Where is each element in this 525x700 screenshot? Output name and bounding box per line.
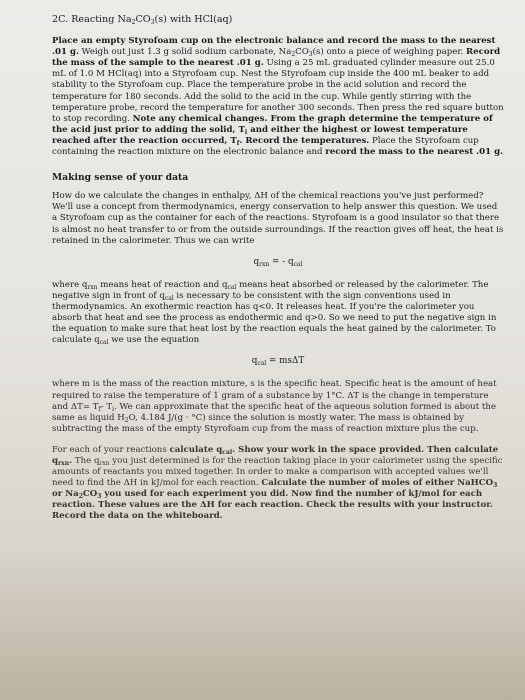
paragraph-text: . bbox=[69, 456, 73, 466]
paragraph-text: Calculate the number of moles of either NaHCO bbox=[261, 478, 494, 489]
equation-text: q bbox=[253, 256, 260, 267]
paragraph-text: means heat absorbed or released by the calorimeter. The negative sign in front of q bbox=[52, 279, 489, 301]
procedure-text: Place the Styrofoam cup containing the reaction mixture on the electronic balance and bbox=[52, 135, 479, 158]
procedure-subscript: f bbox=[236, 139, 240, 147]
procedure-text: (s) onto a piece of weighing paper. bbox=[312, 47, 467, 58]
paragraph-text: we use the equation bbox=[108, 335, 200, 346]
title-text: 2C. Reacting Na bbox=[52, 14, 132, 25]
procedure-text: CO bbox=[295, 47, 309, 58]
paragraph-text: means heat of reaction and q bbox=[97, 279, 228, 290]
paragraph-text: O, 4.184 J/(g · °C) since the solution is mostly water. The mass is obtained by subtracting the mass of the empty Styrofoam cup from the mass of reaction mixture plus the cup. bbox=[52, 412, 479, 434]
paragraph-text: is necessary to be consistent with the sign conventions used in thermodynamics. An exothermic reaction has q<0. It releases heat. If you're the calorimeter you absorb that heat and see the process as endothermic and q>0. So we need to put the negative sign in the equation to make sure that heat lost by the reaction equals the heat gained by the calorimeter. To calculate q bbox=[52, 290, 497, 346]
paragraph-text: - T bbox=[100, 401, 113, 412]
paragraph-subscript: f bbox=[98, 405, 101, 413]
title-subscript: 2 bbox=[131, 19, 136, 26]
procedure-text: record the mass to the nearest .01 g. bbox=[325, 147, 504, 158]
procedure-text: . Record the temperatures. bbox=[239, 135, 370, 146]
explanation-paragraph bbox=[52, 191, 504, 246]
photo-shadow bbox=[0, 550, 525, 700]
paragraph-subscript: 3 bbox=[493, 482, 498, 490]
paragraph-subscript: 3 bbox=[97, 493, 102, 501]
procedure-paragraph bbox=[52, 36, 504, 158]
paragraph-text: calculate q bbox=[169, 444, 223, 455]
paragraph-text: . We can approximate that the specific heat of the aqueous solution formed is about the same as liquid H bbox=[52, 401, 496, 423]
calorimeter-heat-equation bbox=[52, 356, 504, 367]
paragraph-text: or Na bbox=[52, 489, 79, 500]
equation-subscript: cal bbox=[257, 360, 267, 368]
procedure-subscript: 2 bbox=[291, 51, 296, 59]
paragraph-subscript: 2 bbox=[78, 493, 83, 501]
paragraph-text: The q bbox=[72, 456, 100, 466]
paragraph-text: you just determined is for the reaction taking place in your calorimeter using the specific amounts of reactants you mixed together. In order to make a comparison with accepted values we'll need to find the ΔH in kJ/mol for each reaction. bbox=[52, 456, 503, 489]
paragraph-subscript: rxn bbox=[99, 460, 110, 467]
procedure-text: Note any chemical changes. From the graph determine the temperature of the acid just prior to adding the solid, T bbox=[52, 113, 493, 135]
paragraph-text: where q bbox=[52, 279, 88, 290]
paragraph-subscript: cal bbox=[222, 448, 233, 456]
making-sense-heading: Making sense of your data bbox=[52, 172, 189, 184]
equation-text: q bbox=[251, 356, 258, 367]
paragraph-subscript: cal bbox=[164, 294, 174, 302]
title-text: (s) with HCl(aq) bbox=[154, 14, 233, 25]
procedure-text: Record the mass of the sample to the nearest .01 g. bbox=[52, 47, 501, 69]
paragraph-subscript: i bbox=[112, 405, 115, 413]
paragraph-text: For each of your reactions bbox=[52, 444, 170, 455]
paragraph-text: . Show your work in the space provided. Then calculate q bbox=[52, 444, 499, 466]
calculation-instructions-paragraph bbox=[52, 445, 504, 523]
paragraph-subscript: 2 bbox=[124, 416, 129, 424]
paragraph-subscript: rxn bbox=[87, 283, 98, 291]
explanation-text: How do we calculate the changes in enthalpy, ΔH of the chemical reactions you've just performed? We'll use a concept from thermodynamics, energy conservation to help answer this question. We used a Styrofoam cup as the container for each of the reactions. Styrofoam is a good insulator so that there is almost no heat transfer to or from the outside surroundings. If the reaction gives off heat, the heat is retained in the calorimeter. Thus we can write bbox=[52, 191, 504, 246]
equation-text: = msΔT bbox=[266, 356, 305, 367]
paragraph-text: CO bbox=[82, 489, 98, 500]
procedure-subscript: 3 bbox=[308, 51, 313, 59]
section-title bbox=[52, 14, 504, 25]
equation-subscript: rxn bbox=[259, 260, 270, 268]
heat-balance-equation bbox=[52, 257, 504, 268]
procedure-text: Place an empty Styrofoam cup on the electronic balance and record the mass to the nearest .01 g. bbox=[52, 36, 496, 58]
procedure-text: Weigh out just 1.3 g solid sodium carbonate, Na bbox=[78, 47, 292, 58]
paragraph-text: where m is the mass of the reaction mixture, s is the specific heat. Specific heat is the amount of heat required to raise the temperature of 1 gram of a substance by 1°C. ΔT is the change in temperature and ΔT= T bbox=[52, 379, 497, 412]
document-content bbox=[52, 12, 504, 533]
paragraph-text: you used for each experiment you did. Now find the number of kJ/mol for each reaction. These values are the ΔH for each reaction. Check the results with your instructor. Record the data on the whiteboard. bbox=[52, 489, 493, 522]
equation-text: = - q bbox=[269, 256, 294, 267]
specific-heat-paragraph bbox=[52, 379, 504, 434]
procedure-subscript: i bbox=[244, 128, 248, 136]
title-text: CO bbox=[135, 14, 151, 25]
sign-convention-paragraph bbox=[52, 280, 504, 347]
equation-subscript: cal bbox=[293, 260, 303, 268]
paragraph-subscript: cal bbox=[227, 283, 237, 291]
title-subscript: 3 bbox=[150, 19, 155, 26]
procedure-text: Using a 25 mL graduated cylinder measure out 25.0 mL of 1.0 M HCl(aq) into a Styrofoam cup. Nest the Styrofoam cup inside the 400 mL beaker to add stability to the Styrofoam cup. Place the temperature probe in the acid solution and record the temperature for 180 seconds. Add the solid to the acid in the cup. While gently stirring with the temperature probe, record the temperature for another 300 seconds. Then press the red square button to stop recording. bbox=[52, 58, 504, 124]
paragraph-subscript: cal bbox=[99, 339, 109, 347]
procedure-text: and either the highest or lowest temperature reached after the reaction occurred, T bbox=[52, 124, 468, 146]
paragraph-subscript: rxn bbox=[58, 460, 70, 467]
